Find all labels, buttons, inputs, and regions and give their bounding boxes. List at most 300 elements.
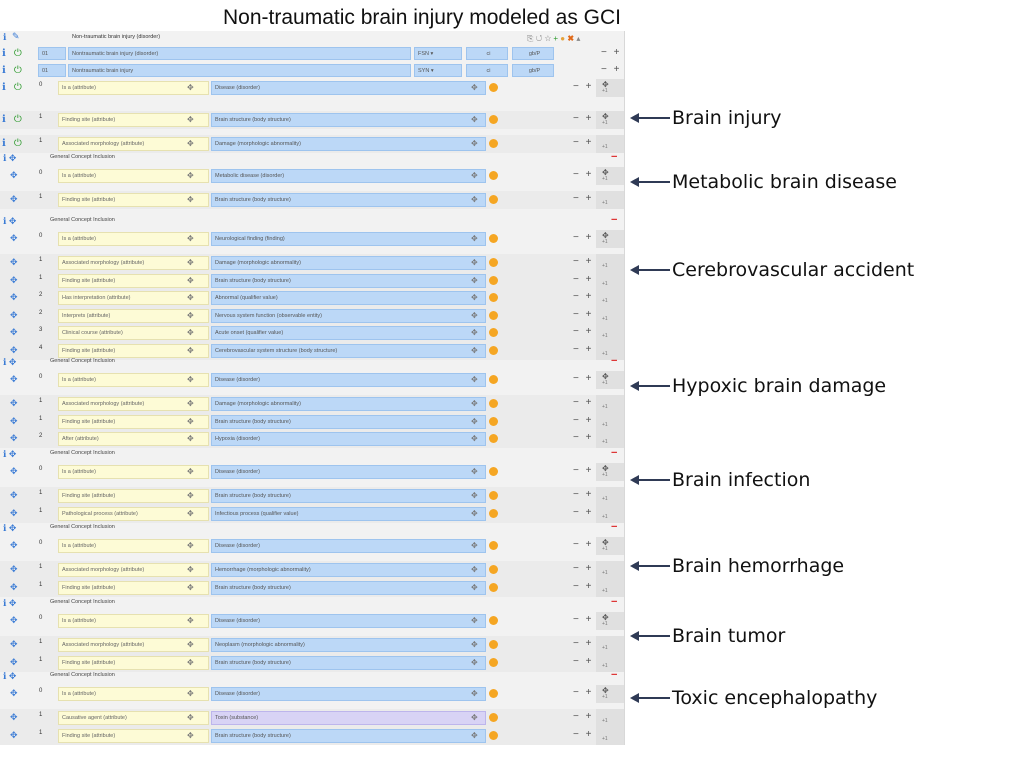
value-drag-icon[interactable]: ✥ — [471, 416, 478, 426]
row-minus-plus[interactable]: − + — [573, 687, 594, 698]
value-field[interactable]: Metabolic disease (disorder) — [211, 169, 486, 183]
add-group-icon[interactable]: +1 — [602, 200, 608, 206]
add-group-icon[interactable]: +1 — [602, 350, 608, 357]
description-language[interactable]: gb/P — [512, 47, 554, 60]
move-icon[interactable]: ✥ — [10, 233, 18, 243]
group-number: 0 — [39, 170, 43, 176]
add-group-icon[interactable]: +1 — [602, 439, 608, 445]
value-field[interactable]: Disease (disorder) — [211, 81, 486, 95]
row-minus-plus[interactable]: − + — [573, 489, 594, 500]
info-icon[interactable]: ℹ — [2, 65, 6, 76]
row-side-controls — [596, 371, 624, 389]
add-group-icon[interactable]: +1 — [602, 513, 608, 520]
move-icon[interactable]: ✥ — [10, 344, 18, 355]
row-minus-plus[interactable]: − + — [573, 169, 594, 180]
add-group-icon[interactable]: +1 — [602, 380, 608, 386]
move-icon[interactable]: ✥ — [10, 415, 18, 426]
group-number: 1 — [39, 415, 43, 422]
row-minus-plus[interactable]: − + — [573, 113, 594, 124]
group-number: 2 — [39, 309, 43, 316]
move-icon[interactable]: ✥ — [10, 466, 18, 476]
status-dot[interactable] — [489, 195, 498, 204]
value-field[interactable]: Infectious process (qualifier value) — [211, 507, 486, 521]
value-drag-icon[interactable]: ✥ — [471, 310, 478, 320]
attribute-drag-icon[interactable]: ✥ — [187, 115, 194, 124]
attribute-field[interactable]: Has interpretation (attribute) — [58, 291, 209, 305]
attribute-drag-icon[interactable]: ✥ — [187, 258, 194, 267]
status-dot[interactable] — [489, 467, 498, 476]
add-group-icon[interactable]: +1 — [602, 315, 608, 322]
add-group-icon[interactable]: +1 — [602, 718, 608, 724]
status-dot[interactable] — [489, 234, 498, 243]
move-icon[interactable]: ✥ — [602, 464, 609, 473]
attribute-field[interactable]: Finding site (attribute) — [58, 656, 209, 670]
row-minus-plus[interactable]: − + — [573, 373, 594, 384]
status-dot[interactable] — [489, 258, 498, 267]
attribute-field[interactable]: Finding site (attribute) — [58, 344, 209, 358]
remove-gci-icon[interactable]: − — [611, 214, 618, 226]
attribute-field[interactable]: Finding site (attribute) — [58, 193, 209, 207]
value-drag-icon[interactable]: ✥ — [471, 434, 478, 443]
attribute-drag-icon[interactable]: ✥ — [187, 657, 194, 667]
attribute-field[interactable]: Is a (attribute) — [58, 232, 209, 246]
remove-gci-icon[interactable]: − — [611, 669, 618, 681]
plus-icon[interactable]: + — [553, 34, 559, 43]
add-group-icon[interactable]: +1 — [602, 263, 608, 269]
row-minus-plus[interactable]: − + — [573, 711, 594, 722]
status-dot[interactable] — [489, 509, 498, 518]
value-field[interactable]: Disease (disorder) — [211, 614, 486, 628]
value-field[interactable]: Damage (morphologic abnormality) — [211, 397, 486, 411]
gci-info-icon[interactable]: ℹ ✥ — [3, 357, 17, 367]
move-icon[interactable]: ✥ — [10, 327, 18, 337]
value-drag-icon[interactable]: ✥ — [471, 115, 478, 124]
value-field[interactable]: Neoplasm (morphologic abnormality) — [211, 638, 486, 652]
power-icon[interactable]: ⏻ — [13, 82, 22, 93]
attribute-drag-icon[interactable]: ✥ — [187, 491, 194, 500]
description-term[interactable]: Nontraumatic brain injury (disorder) — [68, 47, 411, 60]
attribute-field[interactable]: Is a (attribute) — [58, 465, 209, 479]
attribute-field[interactable]: Finding site (attribute) — [58, 113, 209, 127]
lock-icon[interactable]: ● — [560, 34, 566, 43]
row-minus-plus[interactable]: − + — [573, 137, 594, 148]
value-drag-icon[interactable]: ✥ — [471, 345, 478, 355]
copy-icon[interactable]: ⎘ — [527, 34, 534, 43]
attribute-field[interactable]: Is a (attribute) — [58, 687, 209, 701]
status-dot[interactable] — [489, 375, 498, 384]
status-dot[interactable] — [489, 328, 498, 337]
add-group-icon[interactable]: +1 — [602, 333, 608, 339]
status-dot[interactable] — [489, 417, 498, 426]
relationship-row — [0, 191, 624, 209]
move-icon[interactable]: ✥ — [10, 274, 18, 285]
value-field[interactable]: Disease (disorder) — [211, 687, 486, 701]
description-case[interactable]: ci — [466, 64, 508, 77]
move-icon[interactable]: ✥ — [10, 564, 18, 574]
status-dot[interactable] — [489, 83, 498, 92]
value-drag-icon[interactable]: ✥ — [471, 234, 478, 243]
power-icon[interactable]: ⏻ — [13, 138, 22, 149]
attribute-drag-icon[interactable]: ✥ — [187, 310, 194, 320]
value-drag-icon[interactable]: ✥ — [471, 491, 478, 500]
status-dot[interactable] — [489, 491, 498, 500]
row-side-controls — [596, 111, 624, 129]
value-drag-icon[interactable]: ✥ — [471, 657, 478, 667]
move-icon[interactable]: ✥ — [602, 372, 609, 381]
add-group-icon[interactable]: +1 — [602, 120, 608, 126]
relationship-row — [0, 430, 624, 448]
value-drag-icon[interactable]: ✥ — [471, 689, 478, 698]
attribute-drag-icon[interactable]: ✥ — [187, 508, 194, 518]
annotation-arrow-line — [638, 181, 670, 183]
info-icon[interactable]: ℹ — [2, 114, 6, 125]
attribute-drag-icon[interactable]: ✥ — [187, 689, 194, 698]
value-field[interactable]: Neurological finding (finding) — [211, 232, 486, 246]
value-field[interactable]: Disease (disorder) — [211, 539, 486, 553]
remove-gci-icon[interactable]: − — [611, 151, 618, 163]
value-field[interactable]: Brain structure (body structure) — [211, 274, 486, 288]
add-group-icon[interactable]: +1 — [602, 694, 608, 700]
remove-gci-icon[interactable]: − — [611, 521, 618, 533]
status-dot[interactable] — [489, 583, 498, 592]
power-icon[interactable]: ⏻ — [13, 65, 22, 76]
add-group-icon[interactable]: +1 — [602, 546, 608, 552]
attribute-drag-icon[interactable]: ✥ — [187, 234, 194, 243]
move-icon[interactable]: ✥ — [10, 292, 18, 302]
attribute-drag-icon[interactable]: ✥ — [187, 275, 194, 285]
attribute-field[interactable]: After (attribute) — [58, 432, 209, 446]
move-icon[interactable]: ✥ — [10, 581, 18, 592]
group-number: 2 — [39, 433, 43, 439]
attribute-field[interactable]: Finding site (attribute) — [58, 581, 209, 595]
move-icon[interactable]: ✥ — [10, 309, 18, 320]
description-type[interactable]: SYN ▾ — [414, 64, 462, 77]
row-side-controls — [596, 167, 624, 185]
move-icon[interactable]: ✥ — [602, 80, 609, 89]
move-icon[interactable]: ✥ — [10, 540, 18, 550]
row-minus-plus[interactable]: − + — [573, 728, 594, 740]
row-minus-plus[interactable]: − + — [573, 432, 594, 443]
add-group-icon[interactable]: +1 — [602, 472, 608, 478]
attribute-field[interactable]: Causative agent (attribute) — [58, 711, 209, 725]
attribute-drag-icon[interactable]: ✥ — [187, 171, 194, 180]
value-drag-icon[interactable]: ✥ — [471, 139, 478, 148]
row-minus-plus[interactable]: − + — [573, 655, 594, 667]
add-group-icon[interactable]: +1 — [602, 239, 608, 245]
attribute-drag-icon[interactable]: ✥ — [187, 467, 194, 476]
attribute-field[interactable]: Associated morphology (attribute) — [58, 256, 209, 270]
attribute-drag-icon[interactable]: ✥ — [187, 565, 194, 574]
attribute-field[interactable]: Associated morphology (attribute) — [58, 137, 209, 151]
move-icon[interactable]: ✥ — [602, 112, 609, 121]
status-dot[interactable] — [489, 616, 498, 625]
value-drag-icon[interactable]: ✥ — [471, 83, 478, 92]
attribute-drag-icon[interactable]: ✥ — [187, 616, 194, 625]
value-field[interactable]: Abnormal (qualifier value) — [211, 291, 486, 305]
power-icon[interactable]: ⏻ — [13, 48, 22, 59]
row-minus-plus[interactable]: − + — [573, 308, 594, 320]
value-field[interactable]: Brain structure (body structure) — [211, 415, 486, 429]
row-side-controls — [596, 561, 624, 579]
row-minus-plus[interactable]: − + — [573, 232, 594, 243]
move-icon[interactable]: ✥ — [10, 257, 18, 267]
status-dot[interactable] — [489, 689, 498, 698]
attribute-drag-icon[interactable]: ✥ — [187, 345, 194, 355]
remove-gci-icon[interactable]: − — [611, 596, 618, 608]
value-field[interactable]: Disease (disorder) — [211, 373, 486, 387]
value-drag-icon[interactable]: ✥ — [471, 258, 478, 267]
row-minus-plus[interactable]: − + — [573, 256, 594, 267]
value-field[interactable]: Disease (disorder) — [211, 465, 486, 479]
attribute-drag-icon[interactable]: ✥ — [187, 375, 194, 384]
value-field[interactable]: Acute onset (qualifier value) — [211, 326, 486, 340]
row-minus-plus[interactable]: − + — [573, 580, 594, 592]
move-icon[interactable]: ✥ — [10, 712, 18, 722]
gci-info-icon[interactable]: ℹ ✥ — [3, 153, 17, 163]
gci-info-icon[interactable]: ℹ ✥ — [3, 598, 17, 608]
value-drag-icon[interactable]: ✥ — [471, 195, 478, 204]
value-field[interactable]: Damage (morphologic abnormality) — [211, 256, 486, 270]
attribute-drag-icon[interactable]: ✥ — [187, 541, 194, 550]
move-icon[interactable]: ✥ — [602, 613, 609, 622]
attribute-drag-icon[interactable]: ✥ — [187, 195, 194, 204]
move-icon[interactable]: ✥ — [602, 686, 609, 695]
description-type[interactable]: FSN ▾ — [414, 47, 462, 60]
relationship-row — [0, 413, 624, 431]
star-icon[interactable]: ☆ — [544, 34, 552, 43]
status-dot[interactable] — [489, 139, 498, 148]
move-icon[interactable]: ✥ — [10, 194, 18, 204]
row-minus-plus[interactable]: − + — [573, 397, 594, 408]
attribute-field[interactable]: Associated morphology (attribute) — [58, 638, 209, 652]
attribute-field[interactable]: Finding site (attribute) — [58, 415, 209, 429]
move-icon[interactable]: ✥ — [10, 729, 18, 740]
add-group-icon[interactable]: +1 — [602, 587, 608, 594]
annotation-label: Brain tumor — [672, 625, 786, 647]
description-case[interactable]: ci — [466, 47, 508, 60]
status-dot[interactable] — [489, 276, 498, 285]
move-icon[interactable]: ✥ — [10, 170, 18, 180]
relationship-row — [0, 685, 624, 703]
attribute-drag-icon[interactable]: ✥ — [187, 328, 194, 337]
move-icon[interactable]: ✥ — [10, 639, 18, 649]
move-icon[interactable]: ✥ — [10, 688, 18, 698]
row-minus-plus[interactable]: − + — [573, 614, 594, 625]
value-drag-icon[interactable]: ✥ — [471, 399, 478, 408]
gci-info-icon[interactable]: ℹ ✥ — [3, 216, 17, 226]
description-id: 01 — [38, 64, 66, 77]
row-minus-plus[interactable]: − + — [573, 291, 594, 302]
move-icon[interactable]: ✥ — [10, 507, 18, 518]
attribute-drag-icon[interactable]: ✥ — [187, 730, 194, 740]
annotation-label: Brain hemorrhage — [672, 555, 845, 577]
info-icon[interactable]: ℹ — [2, 138, 6, 149]
row-minus-plus[interactable]: − + — [573, 81, 594, 92]
description-language[interactable]: gb/P — [512, 64, 554, 77]
status-dot[interactable] — [489, 640, 498, 649]
row-minus-plus[interactable]: − + — [573, 343, 594, 355]
value-field[interactable]: Nervous system function (observable entity) — [211, 309, 486, 323]
add-group-icon[interactable]: +1 — [602, 88, 608, 94]
relationship-row — [0, 654, 624, 672]
group-number: 0 — [39, 688, 43, 694]
attribute-drag-icon[interactable]: ✥ — [187, 139, 194, 148]
remove-gci-icon[interactable]: − — [611, 355, 618, 367]
value-drag-icon[interactable]: ✥ — [471, 565, 478, 574]
add-group-icon[interactable]: +1 — [602, 496, 608, 502]
value-field[interactable]: Brain structure (body structure) — [211, 581, 486, 595]
close-icon[interactable]: ✖ — [567, 34, 575, 43]
description-controls[interactable]: − + — [601, 64, 622, 75]
row-minus-plus[interactable]: − + — [573, 193, 594, 204]
value-drag-icon[interactable]: ✥ — [471, 713, 478, 722]
status-dot[interactable] — [489, 311, 498, 320]
history-icon[interactable]: ↺ — [535, 34, 543, 43]
value-field[interactable]: Brain structure (body structure) — [211, 113, 486, 127]
row-minus-plus[interactable]: − + — [573, 506, 594, 518]
attribute-field[interactable]: Is a (attribute) — [58, 373, 209, 387]
attribute-field[interactable]: Finding site (attribute) — [58, 729, 209, 743]
annotation-arrow-line — [638, 117, 670, 119]
status-dot[interactable] — [489, 658, 498, 667]
add-group-icon[interactable]: +1 — [602, 404, 608, 410]
add-group-icon[interactable]: +1 — [602, 421, 608, 428]
add-group-icon[interactable]: +1 — [602, 144, 608, 150]
value-field[interactable]: Damage (morphologic abnormality) — [211, 137, 486, 151]
value-drag-icon[interactable]: ✥ — [471, 541, 478, 550]
value-field[interactable]: Brain structure (body structure) — [211, 489, 486, 503]
row-minus-plus[interactable]: − + — [573, 326, 594, 337]
status-dot[interactable] — [489, 293, 498, 302]
attribute-field[interactable]: Interprets (attribute) — [58, 309, 209, 323]
add-group-icon[interactable]: +1 — [602, 645, 608, 651]
add-group-icon[interactable]: +1 — [602, 735, 608, 742]
gci-info-icon[interactable]: ℹ ✥ — [3, 671, 17, 681]
power-icon[interactable]: ⏻ — [13, 114, 22, 125]
add-group-icon[interactable]: +1 — [602, 176, 608, 182]
attribute-field[interactable]: Clinical course (attribute) — [58, 326, 209, 340]
attribute-drag-icon[interactable]: ✥ — [187, 713, 194, 722]
description-row — [0, 45, 624, 62]
value-field[interactable]: Hemorrhage (morphologic abnormality) — [211, 563, 486, 577]
value-field[interactable]: Toxin (substance) — [211, 711, 486, 725]
row-minus-plus[interactable]: − + — [573, 273, 594, 285]
attribute-drag-icon[interactable]: ✥ — [187, 416, 194, 426]
row-side-controls — [596, 654, 624, 672]
row-minus-plus[interactable]: − + — [573, 414, 594, 426]
attribute-field[interactable]: Associated morphology (attribute) — [58, 397, 209, 411]
status-dot[interactable] — [489, 171, 498, 180]
value-drag-icon[interactable]: ✥ — [471, 467, 478, 476]
move-icon[interactable]: ✥ — [602, 538, 609, 547]
value-field[interactable]: Brain structure (body structure) — [211, 729, 486, 743]
move-icon[interactable]: ✥ — [10, 490, 18, 500]
move-icon[interactable]: ✥ — [602, 231, 609, 240]
attribute-field[interactable]: Associated morphology (attribute) — [58, 563, 209, 577]
attribute-drag-icon[interactable]: ✥ — [187, 582, 194, 592]
value-field[interactable]: Brain structure (body structure) — [211, 193, 486, 207]
relationship-row — [0, 324, 624, 342]
gci-info-icon[interactable]: ℹ ✥ — [3, 523, 17, 533]
status-dot[interactable] — [489, 541, 498, 550]
group-number: 1 — [39, 114, 43, 120]
row-side-controls — [596, 612, 624, 630]
attribute-field[interactable]: Is a (attribute) — [58, 81, 209, 95]
add-group-icon[interactable]: +1 — [602, 662, 608, 669]
value-drag-icon[interactable]: ✥ — [471, 328, 478, 337]
add-group-icon[interactable]: +1 — [602, 621, 608, 627]
value-drag-icon[interactable]: ✥ — [471, 616, 478, 625]
status-dot[interactable] — [489, 346, 498, 355]
value-drag-icon[interactable]: ✥ — [471, 275, 478, 285]
status-dot[interactable] — [489, 399, 498, 408]
value-drag-icon[interactable]: ✥ — [471, 640, 478, 649]
expand-icon[interactable]: ▴ — [576, 34, 581, 43]
value-drag-icon[interactable]: ✥ — [471, 293, 478, 302]
move-icon[interactable]: ✥ — [10, 656, 18, 667]
value-drag-icon[interactable]: ✥ — [471, 171, 478, 180]
value-drag-icon[interactable]: ✥ — [471, 375, 478, 384]
move-icon[interactable]: ✥ — [10, 615, 18, 625]
pencil-icon[interactable]: ✎ — [12, 31, 20, 41]
move-icon[interactable]: ✥ — [10, 433, 18, 443]
row-minus-plus[interactable]: − + — [573, 563, 594, 574]
group-number: 0 — [39, 466, 43, 472]
add-group-icon[interactable]: +1 — [602, 280, 608, 287]
group-number: 1 — [39, 507, 43, 514]
value-field[interactable]: Brain structure (body structure) — [211, 656, 486, 670]
remove-gci-icon[interactable]: − — [611, 447, 618, 459]
attribute-drag-icon[interactable]: ✥ — [187, 399, 194, 408]
attribute-field[interactable]: Pathological process (attribute) — [58, 507, 209, 521]
value-drag-icon[interactable]: ✥ — [471, 508, 478, 518]
value-field[interactable]: Cerebrovascular system structure (body structure) — [211, 344, 486, 358]
description-controls[interactable]: − + — [601, 47, 622, 58]
value-field[interactable]: Hypoxia (disorder) — [211, 432, 486, 446]
move-icon[interactable]: ✥ — [602, 168, 609, 177]
attribute-field[interactable]: Is a (attribute) — [58, 539, 209, 553]
attribute-drag-icon[interactable]: ✥ — [187, 83, 194, 92]
move-icon[interactable]: ✥ — [10, 374, 18, 384]
move-icon[interactable]: ✥ — [10, 398, 18, 408]
attribute-drag-icon[interactable]: ✥ — [187, 293, 194, 302]
attribute-drag-icon[interactable]: ✥ — [187, 434, 194, 443]
row-minus-plus[interactable]: − + — [573, 465, 594, 476]
gci-info-icon[interactable]: ℹ ✥ — [3, 449, 17, 459]
attribute-field[interactable]: Is a (attribute) — [58, 169, 209, 183]
attribute-drag-icon[interactable]: ✥ — [187, 640, 194, 649]
add-group-icon[interactable]: +1 — [602, 298, 608, 304]
info-icon[interactable]: ℹ — [2, 48, 6, 59]
attribute-field[interactable]: Is a (attribute) — [58, 614, 209, 628]
attribute-field[interactable]: Finding site (attribute) — [58, 274, 209, 288]
description-term[interactable]: Nontraumatic brain injury — [68, 64, 411, 77]
add-group-icon[interactable]: +1 — [602, 570, 608, 576]
status-dot[interactable] — [489, 565, 498, 574]
status-dot[interactable] — [489, 115, 498, 124]
value-drag-icon[interactable]: ✥ — [471, 730, 478, 740]
group-number: 1 — [39, 490, 43, 496]
row-minus-plus[interactable]: − + — [573, 638, 594, 649]
attribute-field[interactable]: Finding site (attribute) — [58, 489, 209, 503]
status-dot[interactable] — [489, 731, 498, 740]
row-minus-plus[interactable]: − + — [573, 539, 594, 550]
value-drag-icon[interactable]: ✥ — [471, 582, 478, 592]
status-dot[interactable] — [489, 713, 498, 722]
status-dot[interactable] — [489, 434, 498, 443]
info-icon[interactable]: ℹ — [2, 82, 6, 93]
edit-icon[interactable]: ℹ — [3, 32, 7, 42]
